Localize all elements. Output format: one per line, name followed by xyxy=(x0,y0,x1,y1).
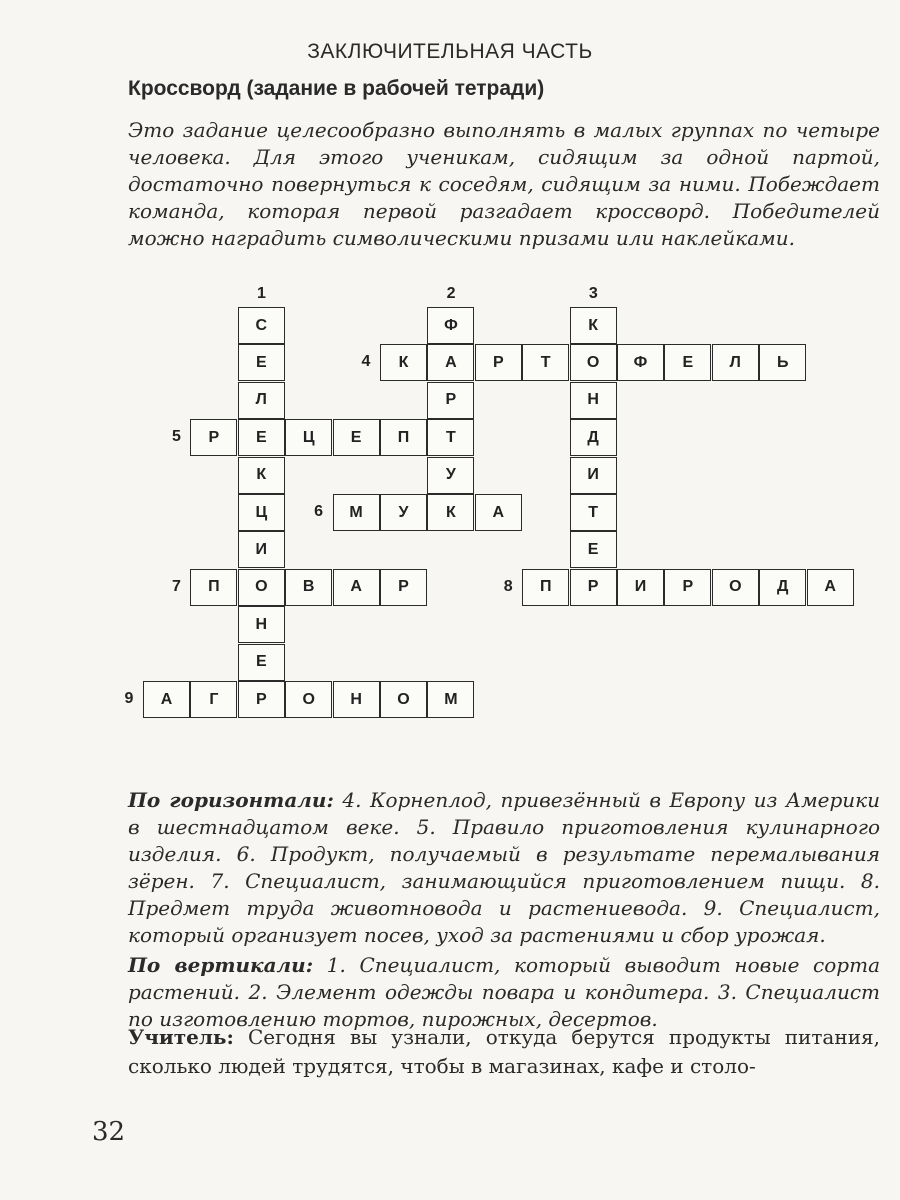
crossword-cell: Е xyxy=(238,644,285,681)
clue-number: 5 xyxy=(171,428,181,446)
crossword-cell: У xyxy=(427,457,474,494)
clue-number: 4 xyxy=(361,353,371,371)
clue-number: 6 xyxy=(314,503,324,520)
crossword-cell: Е xyxy=(238,419,285,456)
crossword-cell: Р xyxy=(427,382,474,419)
intro-paragraph: Это задание целесообразно выполнять в малых группах по четыре человека. Для этого ученикам, сидящим за одной партой, достаточно повернуться к соседям, сидящим за ними. Побеждает команда, которая первой разгадает кроссворд. Победителей можно наградить символическими призами или наклейками. xyxy=(128,118,880,250)
crossword-cell: Р xyxy=(238,681,285,718)
crossword-cell: Л xyxy=(712,344,759,381)
clue-number: 2 xyxy=(446,285,456,302)
crossword-cell: Р xyxy=(664,569,711,606)
crossword-cell: Н xyxy=(333,681,380,718)
clues-across xyxy=(128,787,880,949)
crossword-cell: Е xyxy=(570,531,617,568)
crossword-cell: А xyxy=(333,569,380,606)
crossword-cell: В xyxy=(285,569,332,606)
clue-number: 8 xyxy=(503,577,513,595)
crossword-cell: И xyxy=(617,569,664,606)
crossword-cell: Д xyxy=(570,419,617,456)
crossword-cell: П xyxy=(190,569,237,606)
down-clues-text: 1. Специалист, который выводит новые сорта растений. 2. Элемент одежды повара и кондитера. 3. Специалист по изготовлению тортов, пирожных, десертов. xyxy=(128,953,880,1031)
crossword-cell: Н xyxy=(570,382,617,419)
crossword-cell: Ф xyxy=(427,307,474,344)
crossword-cell: А xyxy=(475,494,522,531)
crossword-cell: Е xyxy=(664,344,711,381)
crossword-cell: Т xyxy=(522,344,569,381)
section-header: ЗАКЛЮЧИТЕЛЬНАЯ ЧАСТЬ xyxy=(307,40,593,63)
crossword-cell: Г xyxy=(190,681,237,718)
crossword-cell: С xyxy=(238,307,285,344)
crossword-cell: К xyxy=(380,344,427,381)
across-clues-text: 4. Корнеплод, привезённый в Европу из Америки в шестнадцатом веке. 5. Правило приготовления кулинарного изделия. 6. Продукт, получаемый в результате перемалывания зёрен. 7. Специалист, занимающийся приготовлением пищи. 8. Предмет труда животновода и растениевода. 9. Специалист, который организует посев, уход за растениями и сбор урожая. xyxy=(128,788,880,947)
crossword-cell: П xyxy=(522,569,569,606)
crossword-cell: М xyxy=(427,681,474,718)
crossword-cell: Т xyxy=(570,494,617,531)
crossword-cell: О xyxy=(380,681,427,718)
crossword-cell: Р xyxy=(475,344,522,381)
crossword-cell: О xyxy=(570,344,617,381)
clue-number: 9 xyxy=(124,690,134,707)
crossword-cell: О xyxy=(285,681,332,718)
crossword-cell: Н xyxy=(238,606,285,643)
crossword-cell: П xyxy=(380,419,427,456)
crossword-cell: Л xyxy=(238,382,285,419)
crossword-cell: Ф xyxy=(617,344,664,381)
task-title: Кроссворд (задание в рабочей тетради) xyxy=(128,77,545,100)
crossword-cell: И xyxy=(570,457,617,494)
crossword-cell: Р xyxy=(190,419,237,456)
crossword-cell: Т xyxy=(427,419,474,456)
clues-down xyxy=(128,952,880,1033)
crossword-cell: А xyxy=(143,681,190,718)
clue-number: 3 xyxy=(588,285,598,302)
down-heading: По вертикали: xyxy=(128,953,314,977)
crossword-cell: Ц xyxy=(238,494,285,531)
crossword-cell: К xyxy=(570,307,617,344)
crossword-cell: Е xyxy=(238,344,285,381)
teacher-text: Сегодня вы узнали, откуда берутся продукты питания, сколько людей трудятся, чтобы в магазинах, кафе и столо- xyxy=(128,1025,880,1078)
crossword-cell: О xyxy=(712,569,759,606)
crossword-cell: Р xyxy=(570,569,617,606)
crossword-cell: А xyxy=(807,569,854,606)
crossword-cell: Ц xyxy=(285,419,332,456)
crossword-cell: М xyxy=(333,494,380,531)
crossword-cell: Р xyxy=(380,569,427,606)
teacher-label: Учитель: xyxy=(128,1025,234,1049)
across-heading: По горизонтали: xyxy=(128,788,334,812)
page-number: 32 xyxy=(92,1117,126,1147)
clue-number: 1 xyxy=(257,285,266,302)
clue-number: 7 xyxy=(171,577,181,595)
crossword-cell: А xyxy=(427,344,474,381)
crossword-cell: У xyxy=(380,494,427,531)
crossword-cell: И xyxy=(238,531,285,568)
crossword-cell: Ь xyxy=(759,344,806,381)
crossword-cell: Е xyxy=(333,419,380,456)
crossword-cell: Д xyxy=(759,569,806,606)
crossword-cell: К xyxy=(238,457,285,494)
crossword-cell: О xyxy=(238,569,285,606)
teacher-paragraph xyxy=(128,1023,880,1081)
crossword-cell: К xyxy=(427,494,474,531)
